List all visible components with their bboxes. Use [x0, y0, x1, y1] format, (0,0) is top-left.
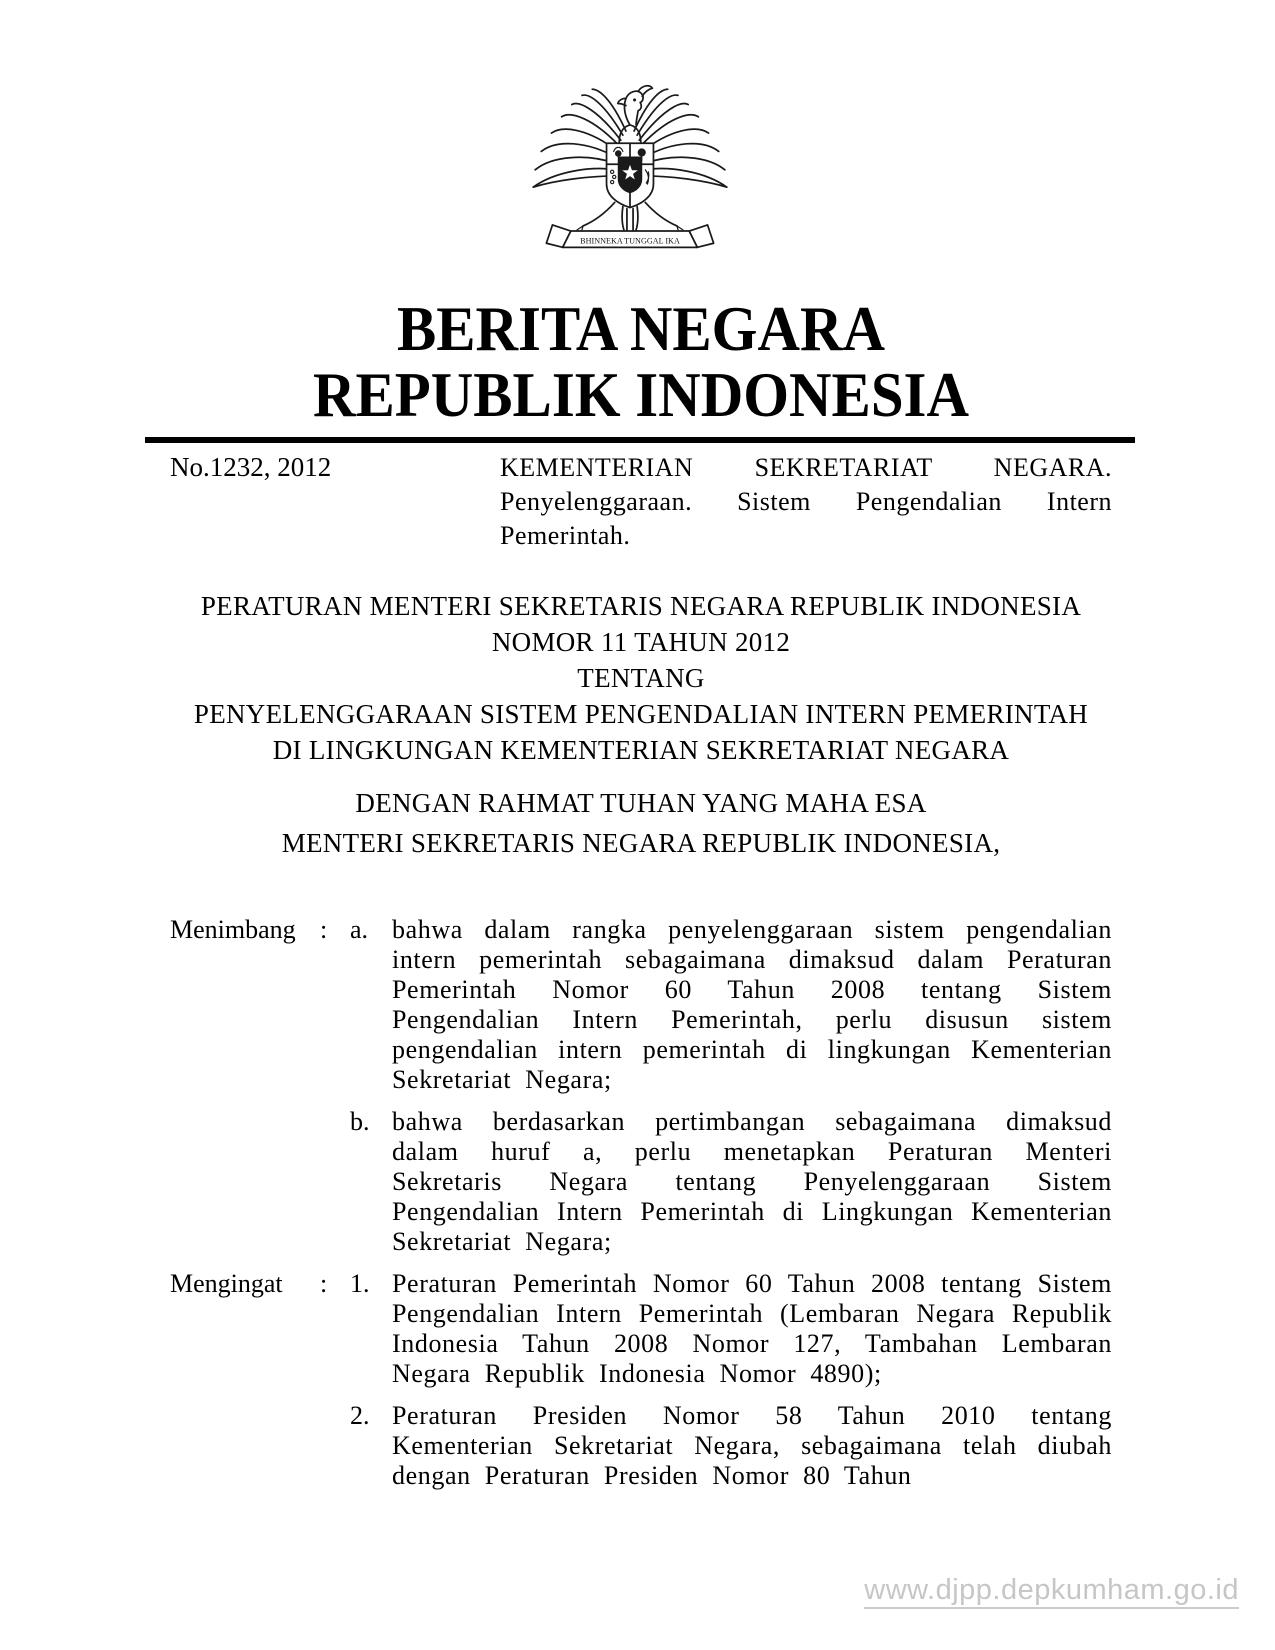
issue-number: No.1232, 2012 — [170, 452, 332, 482]
regulation-scope-line: DI LINGKUNGAN KEMENTERIAN SEKRETARIAT NEGARA — [272, 735, 1010, 765]
regulation-title-line: PERATURAN MENTERI SEKRETARIS NEGARA REPUBLIK INDONESIA — [200, 591, 1082, 621]
menimbang-item-a — [170, 915, 1112, 1095]
regulation-subject-line: PENYELENGGARAAN SISTEM PENGENDALIAN INTERN PEMERINTAH — [193, 699, 1089, 729]
banyan-tree-symbol-icon — [638, 148, 646, 156]
regulation-number-line: NOMOR 11 TAHUN 2012 — [491, 627, 791, 657]
item-marker: a. — [350, 915, 369, 944]
item-text: Peraturan Pemerintah Nomor 60 Tahun 2008 tentang Sistem Pengendalian Intern Pemerintah (Lembaran Negara Republik Indonesia Tahun 2008 Nomor 127, Tambahan Lembaran Negara Republik Indonesia Nomor 4890); — [392, 1269, 1112, 1388]
mengingat-label: Mengingat — [170, 1269, 283, 1298]
regulation-title-block — [170, 588, 1112, 768]
issuer-line: MENTERI SEKRETARIS NEGARA REPUBLIK INDONESIA, — [281, 828, 1001, 858]
masthead — [170, 293, 1112, 430]
item-text: Peraturan Presiden Nomor 58 Tahun 2010 tentang Kementerian Sekretariat Negara, sebagaimana telah diubah dengan Peraturan Presiden Nomor 80 Tahun — [392, 1401, 1112, 1490]
item-marker: 1. — [350, 1269, 370, 1298]
eye-icon — [633, 98, 636, 101]
item-marker: 2. — [350, 1401, 370, 1430]
menimbang-label: Menimbang — [170, 915, 296, 944]
masthead-title-line2: REPUBLIK INDONESIA — [313, 359, 969, 430]
garuda-pancasila-emblem-icon — [528, 82, 732, 276]
watermark-link[interactable]: www.djpp.depkumham.go.id — [864, 1574, 1239, 1609]
masthead-divider-rule — [145, 437, 1135, 443]
emblem-motto: BHINNEKA TUNGGAL IKA — [580, 236, 680, 246]
invocation-line: DENGAN RAHMAT TUHAN YANG MAHA ESA — [355, 788, 927, 818]
menimbang-colon: : — [320, 915, 328, 944]
menimbang-item-b — [170, 1107, 1112, 1257]
crest-icon — [638, 86, 652, 97]
masthead-title-line1: BERITA NEGARA — [396, 293, 886, 364]
bull-symbol-icon — [615, 150, 622, 157]
item-text: bahwa berdasarkan pertimbangan sebagaimana dimaksud dalam huruf a, perlu menetapkan Peraturan Menteri Sekretaris Negara tentang Penyelenggaraan Sistem Pengendalian Intern Pemerintah di Lingkungan Kementerian Sekretariat Negara; — [392, 1107, 1112, 1256]
regulation-tentang-line: TENTANG — [577, 663, 705, 693]
preamble-block — [170, 783, 1112, 863]
item-text: bahwa dalam rangka penyelenggaraan sistem pengendalian intern pemerintah sebagaimana dimaksud dalam Peraturan Pemerintah Nomor 60 Tahun 2008 tentang Sistem Pengendalian Intern Pemerintah, perlu disusun sistem pengendalian intern pemerintah di lingkungan Kementerian Sekretariat Negara; — [392, 915, 1112, 1094]
mengingat-item-2 — [170, 1401, 1112, 1491]
clauses-section — [170, 915, 1112, 1503]
item-marker: b. — [350, 1107, 370, 1136]
mengingat-colon: : — [320, 1269, 328, 1298]
issue-abstract: KEMENTERIAN SEKRETARIAT NEGARA. Penyelenggaraan. Sistem Pengendalian Intern Pemerintah. — [500, 453, 1112, 550]
mengingat-item-1 — [170, 1269, 1112, 1389]
